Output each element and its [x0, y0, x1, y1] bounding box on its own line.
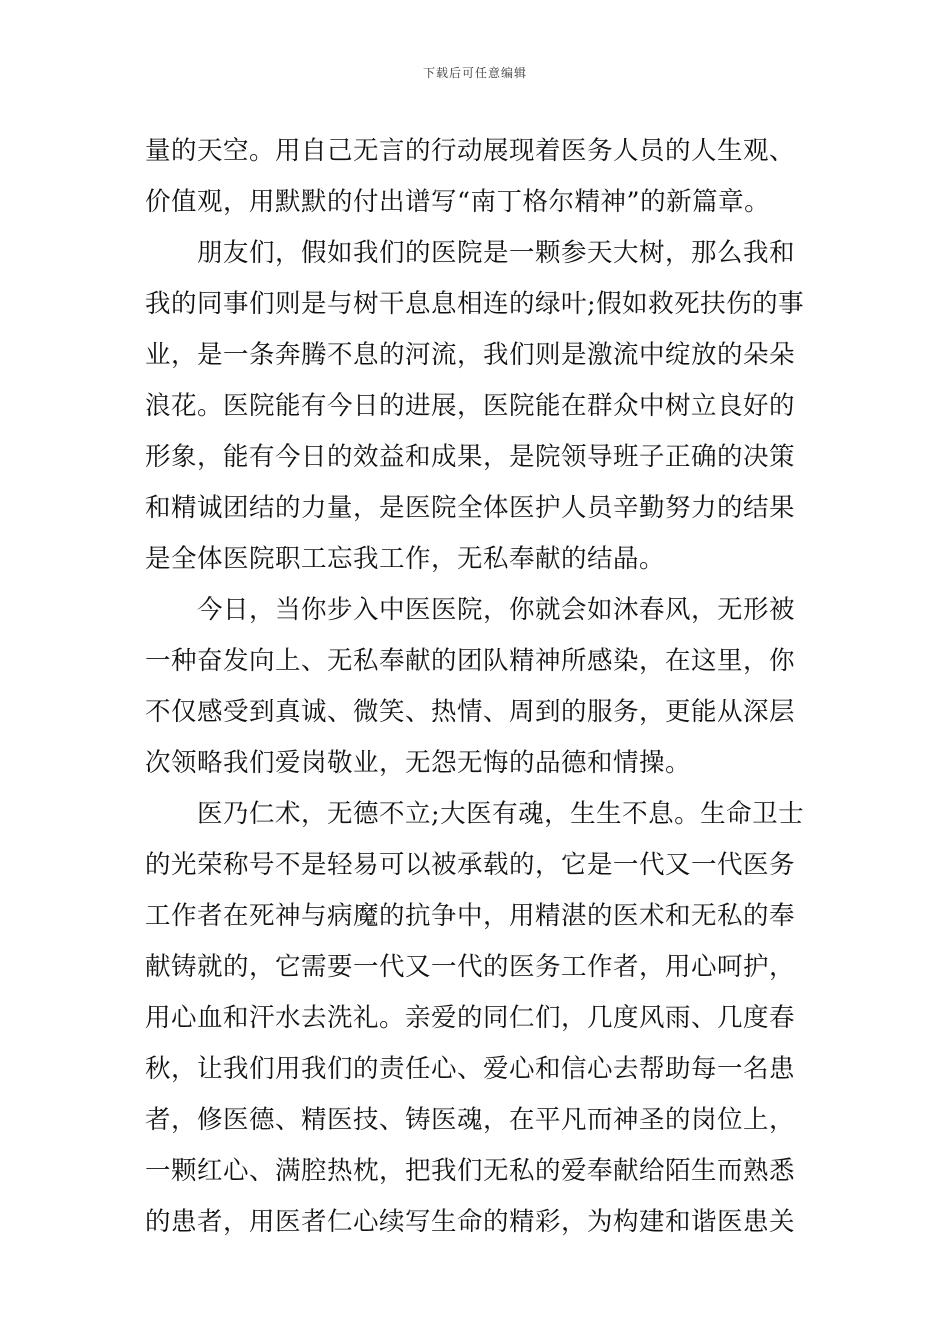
text-line: 用心血和汗水去洗礼。亲爱的同仁们，几度风雨、几度春 — [145, 1003, 796, 1033]
body-text — [145, 126, 807, 1248]
text-line: 我的同事们则是与树干息息相连的绿叶;假如救死扶伤的事 — [145, 289, 805, 319]
text-line: 献铸就的，它需要一代又一代的医务工作者，用心呵护， — [145, 952, 796, 982]
text-line: 一颗红心、满腔热枕，把我们无私的爱奉献给陌生而熟悉 — [145, 1156, 796, 1186]
text-line: 次领略我们爱岗敬业，无怨无悔的品德和情操。 — [145, 748, 692, 778]
text-line: 量的天空。用自己无言的行动展现着医务人员的人生观、 — [145, 136, 796, 166]
text-line: 工作者在死神与病魔的抗争中，用精湛的医术和无私的奉 — [145, 901, 796, 931]
text-line: 形象，能有今日的效益和成果，是院领导班子正确的决策 — [145, 442, 796, 472]
text-line: 秋，让我们用我们的责任心、爱心和信心去帮助每一名患 — [145, 1054, 796, 1084]
text-line: 的患者，用医者仁心续写生命的精彩，为构建和谐医患关 — [145, 1207, 796, 1237]
text-line: 浪花。医院能有今日的进展，医院能在群众中树立良好的 — [145, 391, 796, 421]
text-line: 朋友们，假如我们的医院是一颗参天大树，那么我和 — [145, 238, 796, 268]
text-line: 一种奋发向上、无私奉献的团队精神所感染，在这里，你 — [145, 646, 796, 676]
text-line: 不仅感受到真诚、微笑、热情、周到的服务，更能从深层 — [145, 697, 796, 727]
text-line: 业，是一条奔腾不息的河流，我们则是激流中绽放的朵朵 — [145, 340, 796, 370]
text-line: 和精诚团结的力量，是医院全体医护人员辛勤努力的结果 — [145, 493, 796, 523]
page-header: 下载后可任意编辑 — [422, 66, 527, 80]
text-line: 的光荣称号不是轻易可以被承载的，它是一代又一代医务 — [145, 850, 796, 880]
text-line: 今日，当你步入中医医院，你就会如沐春风，无形被 — [145, 595, 796, 625]
text-line: 者，修医德、精医技、铸医魂，在平凡而神圣的岗位上， — [145, 1105, 796, 1135]
text-line: 是全体医院职工忘我工作，无私奉献的结晶。 — [145, 544, 666, 574]
text-line: 价值观，用默默的付出谱写“南丁格尔精神”的新篇章。 — [145, 187, 771, 217]
text-line: 医乃仁术，无德不立;大医有魂，生生不息。生命卫士 — [145, 799, 805, 829]
